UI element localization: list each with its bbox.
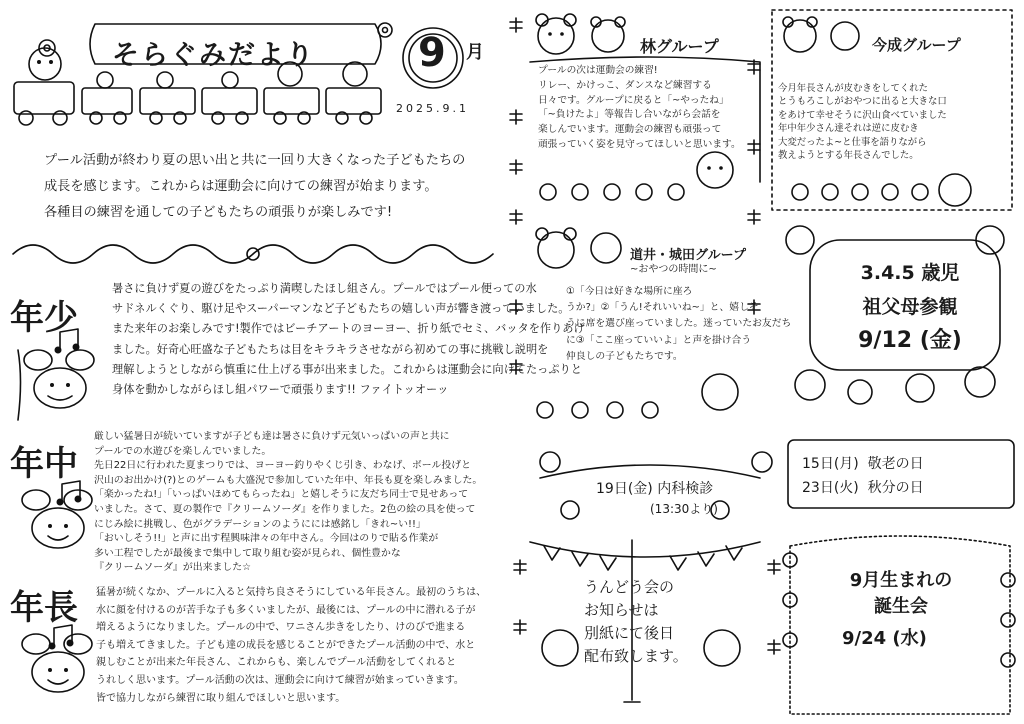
- nenchu-text: [94, 430, 482, 576]
- sports-notice-line: お知らせは: [584, 601, 659, 619]
- dohi-title: 道井・城田グループ: [630, 248, 746, 263]
- imanari-line: 大変だったよ~と仕事を語りながら: [778, 136, 927, 148]
- music-note-icon: [54, 480, 94, 510]
- nenchu-line: プールでの水遊びを楽しんでいました。: [94, 445, 272, 457]
- nensho-line: 理解しようとしながら慎重に仕上げる事が出来ました。これからは運動会に向けてたっぷりと: [112, 362, 582, 376]
- flower-icon: [540, 184, 684, 200]
- imanari-line: 今月年長さんが皮むきをしてくれた: [778, 83, 929, 94]
- intro-line: 成長を感じます。これからは運動会に向けての練習が始まります。: [44, 179, 438, 194]
- page-title: そらぐみだより: [112, 40, 315, 71]
- nencho-text: [96, 584, 486, 707]
- music-note-icon: [52, 328, 92, 358]
- birthday-line2: 誕生会: [874, 596, 928, 617]
- dohi-line: ①「今日は好きな場所に座ろ: [566, 286, 693, 297]
- nencho-line: うれしく思います。プール活動の次は、運動会に向けて練習が始まっていきます。: [96, 674, 464, 686]
- imanari-line: をあけて幸せそうに沢山食べていました: [778, 109, 947, 121]
- hayashi-title: 林グループ: [640, 37, 719, 56]
- checkup-title: 19日(金) 内科検診: [596, 481, 714, 497]
- birthday-event: [836, 568, 966, 620]
- imanari-line: 教えようとする年長さんでした。: [778, 150, 919, 162]
- dohi-line: うに席を選び座っていました。迷っていたお友だち: [566, 318, 792, 330]
- nensho-line: また来年のお楽しみです!製作ではビーチアートのヨーヨー、折り紙でセミ、バッタを作りあげ: [112, 322, 585, 336]
- hayashi-line: 頑張っていく姿を見守ってほしいと思います。: [538, 138, 741, 150]
- holiday-item: 23日(火) 秋分の日: [802, 480, 924, 496]
- nensho-line: 身体を動かしながらほし組パワーで頑張ります!! ファイトッオーッ: [112, 383, 449, 397]
- grandparents-line2: 祖父母参観: [862, 296, 958, 318]
- hayashi-line: リレー、かけっこ、ダンスなど練習する: [538, 79, 712, 91]
- grandparents-event: [830, 256, 990, 358]
- checkup-time: (13:30より): [650, 502, 718, 516]
- nencho-line: 水に顔を付けるのが苦手な子も多くいましたが、最後には、プールの中に潜れる子が: [96, 604, 476, 616]
- holiday-item: 15日(月) 敬老の日: [802, 456, 924, 472]
- sports-notice-line: 配布致します。: [584, 647, 688, 665]
- imanari-text: [778, 82, 947, 162]
- nenchu-line: 厳しい猛暑日が続いていますが子ども達は暑さに負けず元気いっぱいの声と共に: [94, 431, 450, 442]
- intro-line: プール活動が終わり夏の思い出と共に一回り大きくなった子どもたちの: [44, 153, 466, 168]
- dohi-line: 仲良しの子どもたちです。: [566, 350, 683, 362]
- issue-date: 2025.9.1: [396, 102, 469, 115]
- nensho-label: 年少: [10, 298, 78, 338]
- month-unit: 月: [466, 42, 484, 63]
- nencho-line: 親しむことが出来た年長さん、これからも、楽しんでプール活動をしてくれると: [96, 657, 457, 669]
- nenchu-line: 『クリームソーダ』が出来ました☆: [94, 562, 251, 574]
- imanari-title: 今成グループ: [872, 36, 961, 54]
- nenchu-label: 年中: [10, 444, 78, 484]
- hayashi-line: プールの次は運動会の練習!: [538, 65, 658, 76]
- holidays-list: [802, 452, 924, 500]
- flower-icon: [792, 184, 928, 200]
- grandparents-line1: 3.4.5 歳児: [860, 262, 960, 284]
- sports-notice: [584, 576, 688, 668]
- nencho-line: 猛暑が続くなか、プールに入ると気持ち良さそうにしている年長さん。最初のうちは、: [96, 587, 487, 598]
- nencho-line: 子も増えてきました。子ども達の成長を感じることができたプール活動の中で、水と: [96, 639, 476, 651]
- sports-notice-line: うんどう会の: [584, 578, 675, 596]
- nencho-line: 皆で協力しながら練習に取り組んでほしいと思います。: [96, 692, 346, 704]
- intro-text: [44, 148, 465, 226]
- swirl-divider: [8, 236, 498, 272]
- nenchu-line: 「楽かったね!」「いっぱいほめてもらったね」と嬉しそうに友だち同士で見せあって: [94, 489, 469, 501]
- nenchu-line: 沢山のお出かけ(?)とのゲームも大盛況で参加していた年中、年長も夏を楽しみました。: [94, 474, 483, 486]
- nencho-label: 年長: [10, 588, 78, 628]
- nencho-line: 増えるようになりました。プールの中で、ワニさん歩きをしたり、けのびで進まる: [96, 622, 466, 634]
- dohi-subtitle: ~おやつの時間に~: [630, 264, 717, 275]
- imanari-line: とうもろこしがおやつに出ると大きな口: [778, 96, 947, 108]
- hayashi-line: 楽しんでいます。運動会の練習も頑張って: [538, 124, 722, 136]
- nensho-line: ました。好奇心旺盛な子どもたちは目をキラキラさせながら初めての事に挑戦し説明を: [112, 342, 549, 356]
- nensho-line: サドネルくぐり、駆け足やスーパーマンなど子どもたちの嬉しい声が響き渡っていました。: [112, 302, 570, 316]
- nenchu-line: 多い工程でしたが最後まで集中して取り組む姿が見られ、個性豊かな: [94, 547, 401, 559]
- nensho-line: 暑さに負けず夏の遊びをたっぷり満喫したほし組さん。プールではプール便っての水: [112, 282, 537, 295]
- imanari-line: 年中年少さん達それは逆に皮むき: [778, 123, 919, 135]
- flower-icon: [537, 402, 658, 418]
- nenchu-line: にじみ絵に挑戦し、色がグラデーションのようにには感銘し「きれ~い!!」: [94, 518, 426, 530]
- dohi-line: に③「ここ座っていいよ」と声を掛け合う: [566, 334, 752, 346]
- nenchu-line: いました。さて、夏の製作で『クリームソーダ』を作りました。2色の絵の具を使って: [94, 503, 476, 515]
- sports-notice-line: 別紙にて後日: [584, 624, 675, 642]
- birthday-line1: 9月生まれの: [849, 570, 953, 591]
- nenchu-line: 「おいしそう!!」と声に出す程興味津々の年中さん。今回はのりで貼る作業が: [94, 533, 439, 545]
- dohi-line: うか?」②「うん!それいいね~」と、嬉しそ: [566, 302, 759, 314]
- music-note-icon: [46, 624, 86, 654]
- hayashi-text: [538, 64, 741, 153]
- intro-line: 各種目の練習を通しての子どもたちの頑張りが楽しみです!: [44, 205, 393, 220]
- dohi-text: [566, 284, 791, 365]
- month-number: 9: [418, 30, 446, 76]
- hayashi-line: 「~負けたよ」等報告し合いながら会話を: [538, 109, 721, 121]
- birthday-date: 9/24 (水): [842, 628, 927, 649]
- nenchu-line: 先日22日に行われた夏まつりでは、ヨーヨー釣りやくじ引き、わなげ、ボール投げと: [94, 460, 471, 472]
- hayashi-line: 日々です。グループに戻ると「~やったね」: [538, 94, 729, 106]
- grandparents-date: 9/12 (金): [858, 328, 962, 353]
